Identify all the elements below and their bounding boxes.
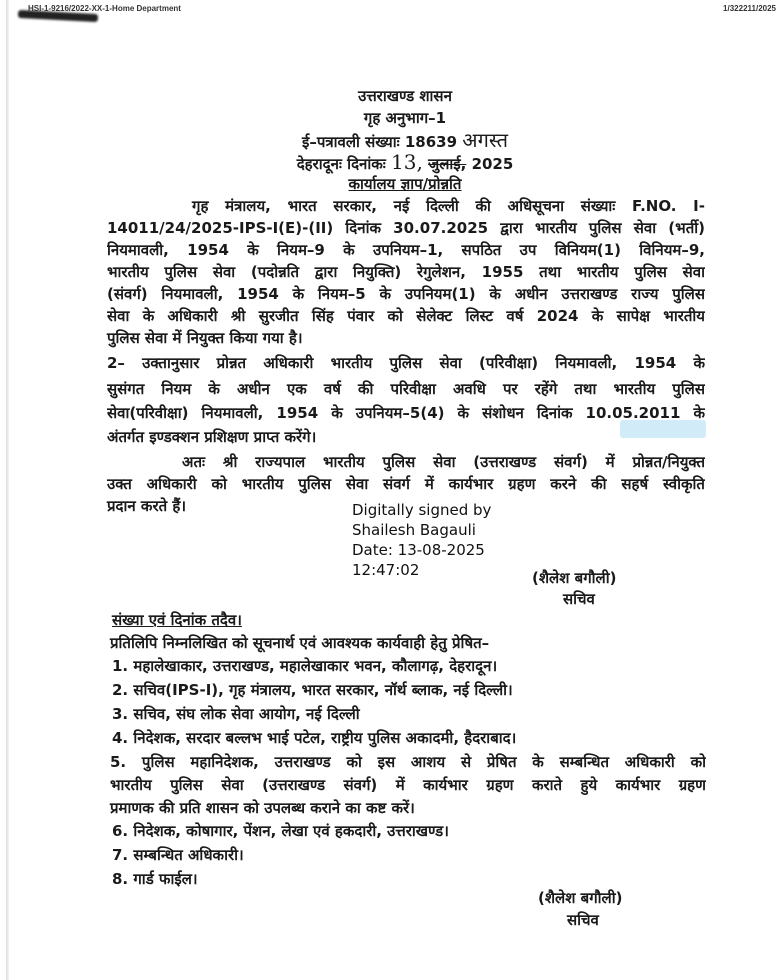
para2-line: 2– उक्तानुसार प्रोन्नत अधिकारी भारतीय पुलिस सेवा (परिवीक्षा) नियमावली, 1954 के xyxy=(107,354,705,372)
file-reference: HSI-1-9216/2022-XX-1-Home Department xyxy=(28,4,181,13)
para2-line: अंतर्गत इण्डक्शन प्रशिक्षण प्राप्त करेंगे। xyxy=(107,428,317,446)
file-number xyxy=(0,130,784,152)
para2-line: सेवा(परिवीक्षा) नियमावली, 1954 के उपनियम–5(4) के संशोधन दिनांक 10.05.2011 के xyxy=(107,404,705,422)
signatory-designation: सचिव xyxy=(563,590,595,608)
para1-line: (संवर्ग) नियमावली, 1954 के नियम–5 के उपनियम(1) के अधीन उत्तराखण्ड राज्य पुलिस xyxy=(107,285,705,303)
document-title: कार्यालय ज्ञाप/प्रोन्नति xyxy=(348,175,462,193)
section-name: गृह अनुभाग–1 xyxy=(363,109,447,127)
para2-line: सुसंगत नियम के अधीन एक वर्ष की परिवीक्षा अवधि पर रहेंगे तथा भारतीय पुलिस xyxy=(107,380,705,398)
signatory2-designation: सचिव xyxy=(567,911,599,929)
copy-item5-line: 5. पुलिस महानिदेशक, उत्तराखण्ड को इस आशय से प्रेषित के सम्बन्धित अधिकारी को xyxy=(110,753,706,771)
copy-item: 3. सचिव, संघ लोक सेवा आयोग, नई दिल्ली xyxy=(112,705,360,723)
digital-signature-line: 12:47:02 xyxy=(352,561,420,579)
para3-line: प्रदान करते हैं। xyxy=(107,497,187,515)
para3-line: अतः श्री राज्यपाल भारतीय पुलिस सेवा (उत्तराखण्ड संवर्ग) में प्रोन्नत/नियुक्त xyxy=(182,453,705,471)
signatory2-name: (शैलेश बगौली) xyxy=(538,889,623,907)
para3-line: उक्त अधिकारी को भारतीय पुलिस सेवा संवर्ग में कार्यभार ग्रहण करने की सहर्ष स्वीकृति xyxy=(107,475,705,493)
file-number-label: ई–पत्रावली संख्याः 18639 xyxy=(301,133,458,151)
struck-month: जुलाई, xyxy=(428,155,467,173)
date-line xyxy=(0,152,784,174)
para1-line: गृह मंत्रालय, भारत सरकार, नई दिल्ली की अधिसूचना संख्याः F.NO. I- xyxy=(192,197,705,215)
copy-item5-line: प्रमाणक की प्रति शासन को उपलब्ध कराने का कष्ट करें। xyxy=(110,799,415,817)
govt-name: उत्तराखण्ड शासन xyxy=(358,87,452,105)
para1-line: सेवा के अधिकारी श्री सुरजीत सिंह पंवार को सेलेक्ट लिस्ट वर्ष 2024 के सापेक्ष भारतीय xyxy=(107,307,705,325)
page-reference: 1/322211/2025 xyxy=(723,4,776,13)
copy-item: 7. सम्बन्धित अधिकारी। xyxy=(112,846,244,864)
copy-item: 1. महालेखाकार, उत्तराखण्ड, महालेखाकार भवन, कौलागढ़, देहरादून। xyxy=(112,657,498,675)
digital-signature-line: Shailesh Bagauli xyxy=(352,521,476,539)
date-label: देहरादूनः दिनांकः xyxy=(296,155,386,173)
copy-reference: संख्या एवं दिनांक तदैव। xyxy=(112,611,242,629)
date-year: 2025 xyxy=(471,155,514,173)
copy-item: 6. निदेशक, कोषागार, पेंशन, लेखा एवं हकदारी, उत्तराखण्ड। xyxy=(112,822,449,840)
para1-line: नियमावली, 1954 के नियम–9 के उपनियम–1, सपठित उप विनियम(1) विनियम–9, xyxy=(107,241,705,259)
copy-item5-line: भारतीय पुलिस सेवा (उत्तराखण्ड संवर्ग) में कार्यभार ग्रहण कराते हुये कार्यभार ग्रहण xyxy=(110,776,706,794)
para1-line: 14011/24/2025-IPS-I(E)-(II) दिनांक 30.07.2025 द्वारा भारतीय पुलिस सेवा (भर्ती) xyxy=(107,219,705,237)
digital-signature-line: Digitally signed by xyxy=(352,501,492,519)
copy-item: 8. गार्ड फाईल। xyxy=(112,870,198,888)
handwritten-month: अगस्त xyxy=(462,128,509,152)
copy-item: 2. सचिव(IPS-I), गृह मंत्रालय, भारत सरकार, नॉर्थ ब्लाक, नई दिल्ली। xyxy=(112,681,513,699)
digital-signature-line: Date: 13-08-2025 xyxy=(352,541,485,559)
para1-line: भारतीय पुलिस सेवा (पदोन्नति द्वारा नियुक्ति) रेगुलेशन, 1955 तथा भारतीय पुलिस सेवा xyxy=(107,263,705,281)
copy-intro: प्रतिलिपि निम्नलिखित को सूचनार्थ एवं आवश्यक कार्यवाही हेतु प्रेषित– xyxy=(110,634,490,652)
handwritten-day: 13, xyxy=(391,150,423,174)
signatory-name: (शैलेश बगौली) xyxy=(532,569,617,587)
para1-line: पुलिस सेवा में नियुक्त किया गया है। xyxy=(107,329,303,347)
copy-item: 4. निदेशक, सरदार बल्लभ भाई पटेल, राष्ट्रीय पुलिस अकादमी, हैदराबाद। xyxy=(112,729,517,747)
